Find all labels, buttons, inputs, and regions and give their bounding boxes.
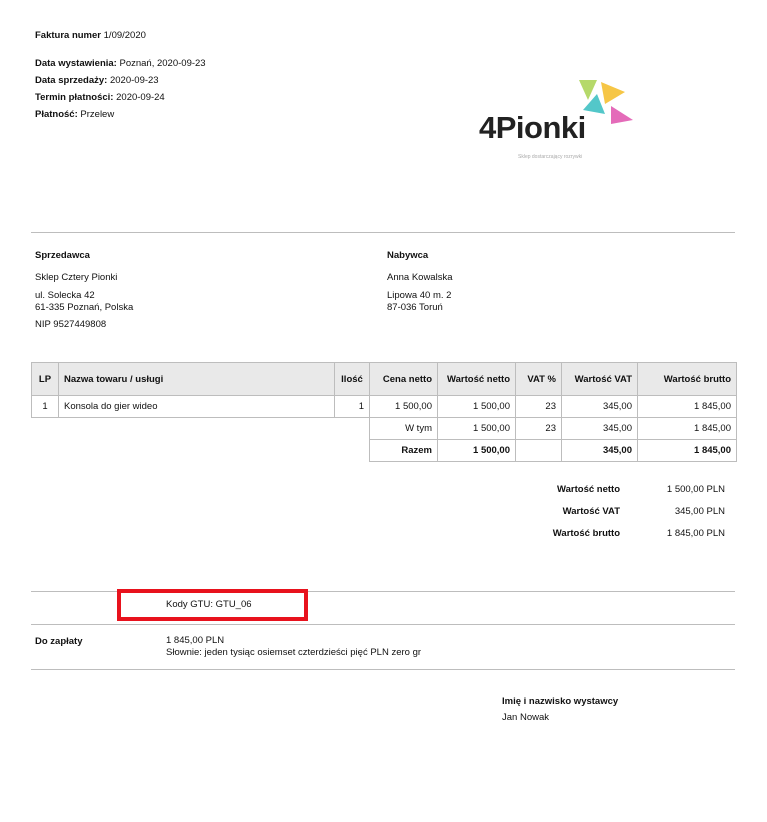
sale-date: Data sprzedaży: 2020-09-23 — [35, 75, 159, 86]
summary-vat-label: Wartość VAT — [562, 506, 620, 517]
seller-city: 61-335 Poznań, Polska — [35, 302, 134, 313]
cell-price: 1 500,00 — [370, 396, 438, 418]
col-header: Wartość brutto — [638, 363, 737, 396]
amount-due-value: 1 845,00 PLN — [166, 635, 225, 646]
table-row — [32, 396, 737, 418]
logo-tagline: Sklep dostarczający rozrywki — [518, 154, 583, 160]
cell-razem-rate — [516, 440, 562, 462]
issuer-label: Imię i nazwisko wystawcy — [502, 696, 619, 707]
col-header: LP — [32, 363, 59, 396]
summary-vat-value: 345,00 PLN — [674, 506, 725, 517]
summary-gross-label: Wartość brutto — [552, 528, 620, 539]
cell-name: Konsola do gier wideo — [59, 396, 335, 418]
buyer-street: Lipowa 40 m. 2 — [387, 290, 452, 301]
col-header: Nazwa towaru / usługi — [59, 363, 335, 396]
logo-wordmark: 4Pionki — [479, 110, 586, 145]
buyer-heading: Nabywca — [387, 250, 429, 261]
due-date: Termin płatności: 2020-09-24 — [35, 92, 165, 103]
cell-vat: 345,00 — [562, 396, 638, 418]
cell-wtym-gross: 1 845,00 — [638, 418, 737, 440]
col-header: Ilość — [335, 363, 370, 396]
issuer-name: Jan Nowak — [502, 712, 549, 723]
buyer-name: Anna Kowalska — [387, 272, 453, 283]
cell-wtym-rate: 23 — [516, 418, 562, 440]
summary-net-label: Wartość netto — [557, 484, 620, 495]
cell-wtym-label: W tym — [370, 418, 438, 440]
issue-date: Data wystawienia: Poznań, 2020-09-23 — [35, 58, 206, 69]
cell-vat-rate: 23 — [516, 396, 562, 418]
divider — [31, 624, 735, 625]
highlight-box — [117, 589, 308, 621]
cell-gross: 1 845,00 — [638, 396, 737, 418]
summary-net-value: 1 500,00 PLN — [666, 484, 725, 495]
cell-razem-vat: 345,00 — [562, 440, 638, 462]
items-table — [31, 362, 737, 462]
cell-lp: 1 — [32, 396, 59, 418]
amount-in-words: Słownie: jeden tysiąc osiemset czterdzieści pięć PLN zero gr — [166, 647, 422, 658]
seller-name: Sklep Cztery Pionki — [35, 272, 118, 283]
seller-heading: Sprzedawca — [35, 250, 90, 261]
table-header-row — [32, 363, 737, 396]
summary-gross-value: 1 845,00 PLN — [666, 528, 725, 539]
divider — [31, 669, 735, 670]
cell-razem-label: Razem — [370, 440, 438, 462]
cell-qty: 1 — [335, 396, 370, 418]
cell-razem-net: 1 500,00 — [438, 440, 516, 462]
table-row-razem — [32, 440, 737, 462]
cell-net: 1 500,00 — [438, 396, 516, 418]
col-header: Cena netto — [370, 363, 438, 396]
cell-wtym-net: 1 500,00 — [438, 418, 516, 440]
cell-wtym-vat: 345,00 — [562, 418, 638, 440]
buyer-city: 87-036 Toruń — [387, 302, 443, 313]
gtu-codes: Kody GTU: GTU_06 — [166, 599, 252, 610]
amount-due-label: Do zapłaty — [35, 636, 83, 647]
col-header: Wartość netto — [438, 363, 516, 396]
seller-nip: NIP 9527449808 — [35, 319, 107, 330]
col-header: VAT % — [516, 363, 562, 396]
payment-method: Płatność: Przelew — [35, 109, 115, 120]
cell-razem-gross: 1 845,00 — [638, 440, 737, 462]
divider — [31, 232, 735, 233]
col-header: Wartość VAT — [562, 363, 638, 396]
table-row-wtym — [32, 418, 737, 440]
seller-street: ul. Solecka 42 — [35, 290, 95, 301]
invoice-title: Faktura numer 1/09/2020 — [35, 30, 146, 41]
